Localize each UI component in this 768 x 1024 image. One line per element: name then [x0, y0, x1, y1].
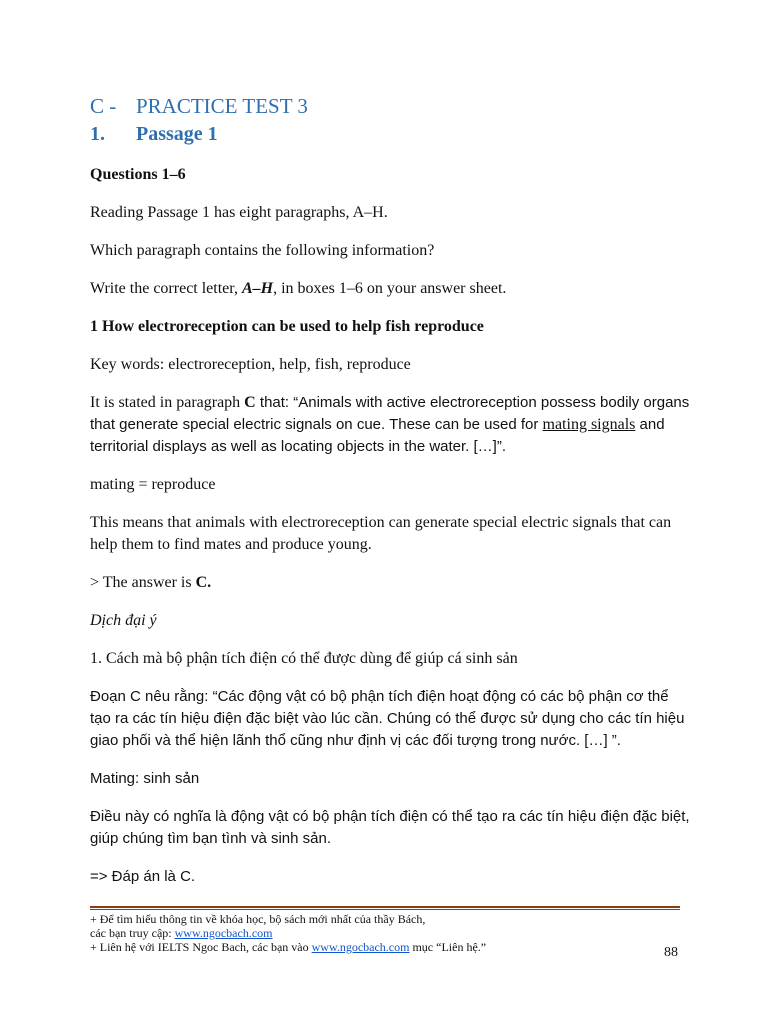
passage-heading: [90, 120, 690, 148]
stated-para-letter: C: [244, 394, 256, 411]
vi-meaning: Điều này có nghĩa là động vật có bộ phận tích điện có thể tạo ra các tín hiệu điện đặc biệt, giúp chúng tìm bạn tình và sinh sản.: [90, 808, 690, 847]
meaning-paragraph: This means that animals with electroreception can generate special electric signals that can help them to find mates and produce young.: [90, 514, 672, 553]
footer-divider: [90, 906, 680, 910]
footer-line-3-text: + Liên hệ với IELTS Ngoc Bach, các bạn vào: [90, 940, 312, 954]
vi-equivalence: Mating: sinh sản: [90, 770, 200, 787]
stated-quote-end: and territorial displays as well as locating objects in the water. […]”.: [90, 416, 665, 455]
intro-paragraphs: Reading Passage 1 has eight paragraphs, A–H.: [90, 204, 388, 221]
section-heading-number: C -: [90, 94, 117, 118]
section-heading-text: PRACTICE TEST 3: [136, 94, 308, 118]
key-words: Key words: electroreception, help, fish, reproduce: [90, 356, 411, 373]
intro-which: Which paragraph contains the following information?: [90, 242, 435, 259]
footer-line-1: + Để tìm hiểu thông tin về khóa học, bộ sách mới nhất của thầy Bách,: [90, 912, 426, 926]
footer: [90, 912, 680, 954]
intro-write-post: , in boxes 1–6 on your answer sheet.: [273, 280, 507, 297]
document-body: [90, 92, 690, 888]
section-heading: [90, 92, 690, 120]
intro-write-pre: Write the correct letter,: [90, 280, 242, 297]
answer-pre: > The answer is: [90, 574, 196, 591]
equivalence: mating = reproduce: [90, 476, 216, 493]
vi-answer: => Đáp án là C.: [90, 868, 196, 885]
page-number: 88: [664, 945, 678, 960]
footer-line-2: [90, 926, 680, 940]
footer-line-3: [90, 940, 680, 954]
footer-link-1[interactable]: www.ngocbach.com: [174, 926, 273, 940]
vi-stated: Đoạn C nêu rằng: “Các động vật có bộ phận tích điện hoạt động có các bộ phận cơ thể tạo ra các tín hiệu điện đặc biệt vào lúc cần. Chúng có thể được sử dụng cho các tín hiệu giao phối và thể hiện lãnh thổ cũng như định vị các đối tượng trong nước. […] ”.: [90, 688, 685, 749]
footer-line-2-text: các bạn truy cập:: [90, 926, 175, 940]
footer-link-2[interactable]: www.ngocbach.com: [311, 940, 410, 954]
answer-letter: C.: [195, 574, 212, 591]
stated-quote: that: “Animals with active electroreception possess bodily organs that generate special electric signals on cue. These can be used for: [90, 394, 690, 433]
question-1-title: 1 How electroreception can be used to help fish reproduce: [90, 318, 484, 335]
intro-write-letters: A–H: [241, 280, 274, 297]
footer-line-3-end: mục “Liên hệ.”: [409, 940, 487, 954]
stated-pre: It is stated in paragraph: [90, 394, 245, 411]
stated-paragraph: [90, 392, 690, 458]
intro-write: [90, 278, 690, 300]
passage-heading-number: 1.: [90, 123, 105, 145]
stated-underlined: mating signals: [542, 416, 636, 433]
answer-line: [90, 572, 690, 594]
vi-question-1: 1. Cách mà bộ phận tích điện có thể được dùng để giúp cá sinh sản: [90, 650, 518, 667]
passage-heading-text: Passage 1: [136, 123, 218, 145]
questions-title: Questions 1–6: [90, 166, 186, 183]
translation-title: Dịch đại ý: [90, 612, 157, 629]
